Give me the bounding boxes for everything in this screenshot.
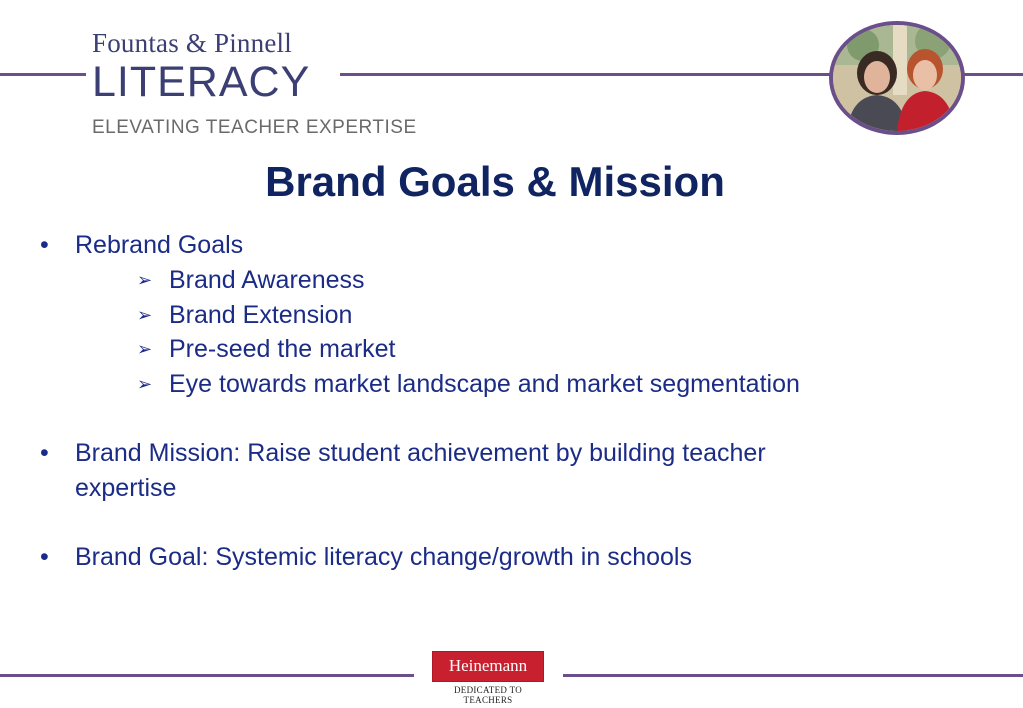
- arrow-bullet-icon: ➢: [137, 374, 153, 394]
- bullet-rebrand-goals: Rebrand Goals: [75, 231, 244, 259]
- authors-photo: [829, 21, 965, 135]
- heinemann-logo: [432, 651, 544, 705]
- subitem-pre-seed: Pre-seed the market: [169, 335, 396, 363]
- bullet-dot: •: [40, 231, 49, 259]
- subitem-eye-towards: Eye towards market landscape and market segmentation: [169, 370, 800, 398]
- subitem-brand-extension: Brand Extension: [169, 301, 353, 329]
- bullet-brand-mission-cont: expertise: [75, 474, 177, 502]
- fountas-pinnell-logo: [92, 28, 310, 104]
- bullet-dot: •: [40, 543, 49, 571]
- heinemann-tagline: DEDICATED TO TEACHERS: [453, 685, 522, 705]
- arrow-bullet-icon: ➢: [137, 339, 153, 359]
- authors-photo-illustration: [833, 25, 961, 131]
- logo-line-2: LITERACY: [92, 58, 311, 106]
- bullet-brand-goal: Brand Goal: Systemic literacy change/growth in schools: [75, 543, 692, 571]
- arrow-bullet-icon: ➢: [137, 305, 153, 325]
- arrow-bullet-icon: ➢: [137, 270, 153, 290]
- footer-divider-right: [563, 674, 1023, 677]
- bullet-brand-mission: Brand Mission: Raise student achievement by building teacher: [75, 439, 766, 467]
- footer-divider-left: [0, 674, 414, 677]
- header-divider-left: [0, 73, 86, 76]
- bullet-dot: •: [40, 439, 49, 467]
- logo-tagline: ELEVATING TEACHER EXPERTISE: [92, 117, 417, 138]
- heinemann-wordmark: Heinemann: [432, 651, 544, 682]
- subitem-brand-awareness: Brand Awareness: [169, 266, 365, 294]
- slide-title: Brand Goals & Mission: [265, 158, 725, 205]
- logo-line-1: Fountas & Pinnell: [92, 28, 292, 58]
